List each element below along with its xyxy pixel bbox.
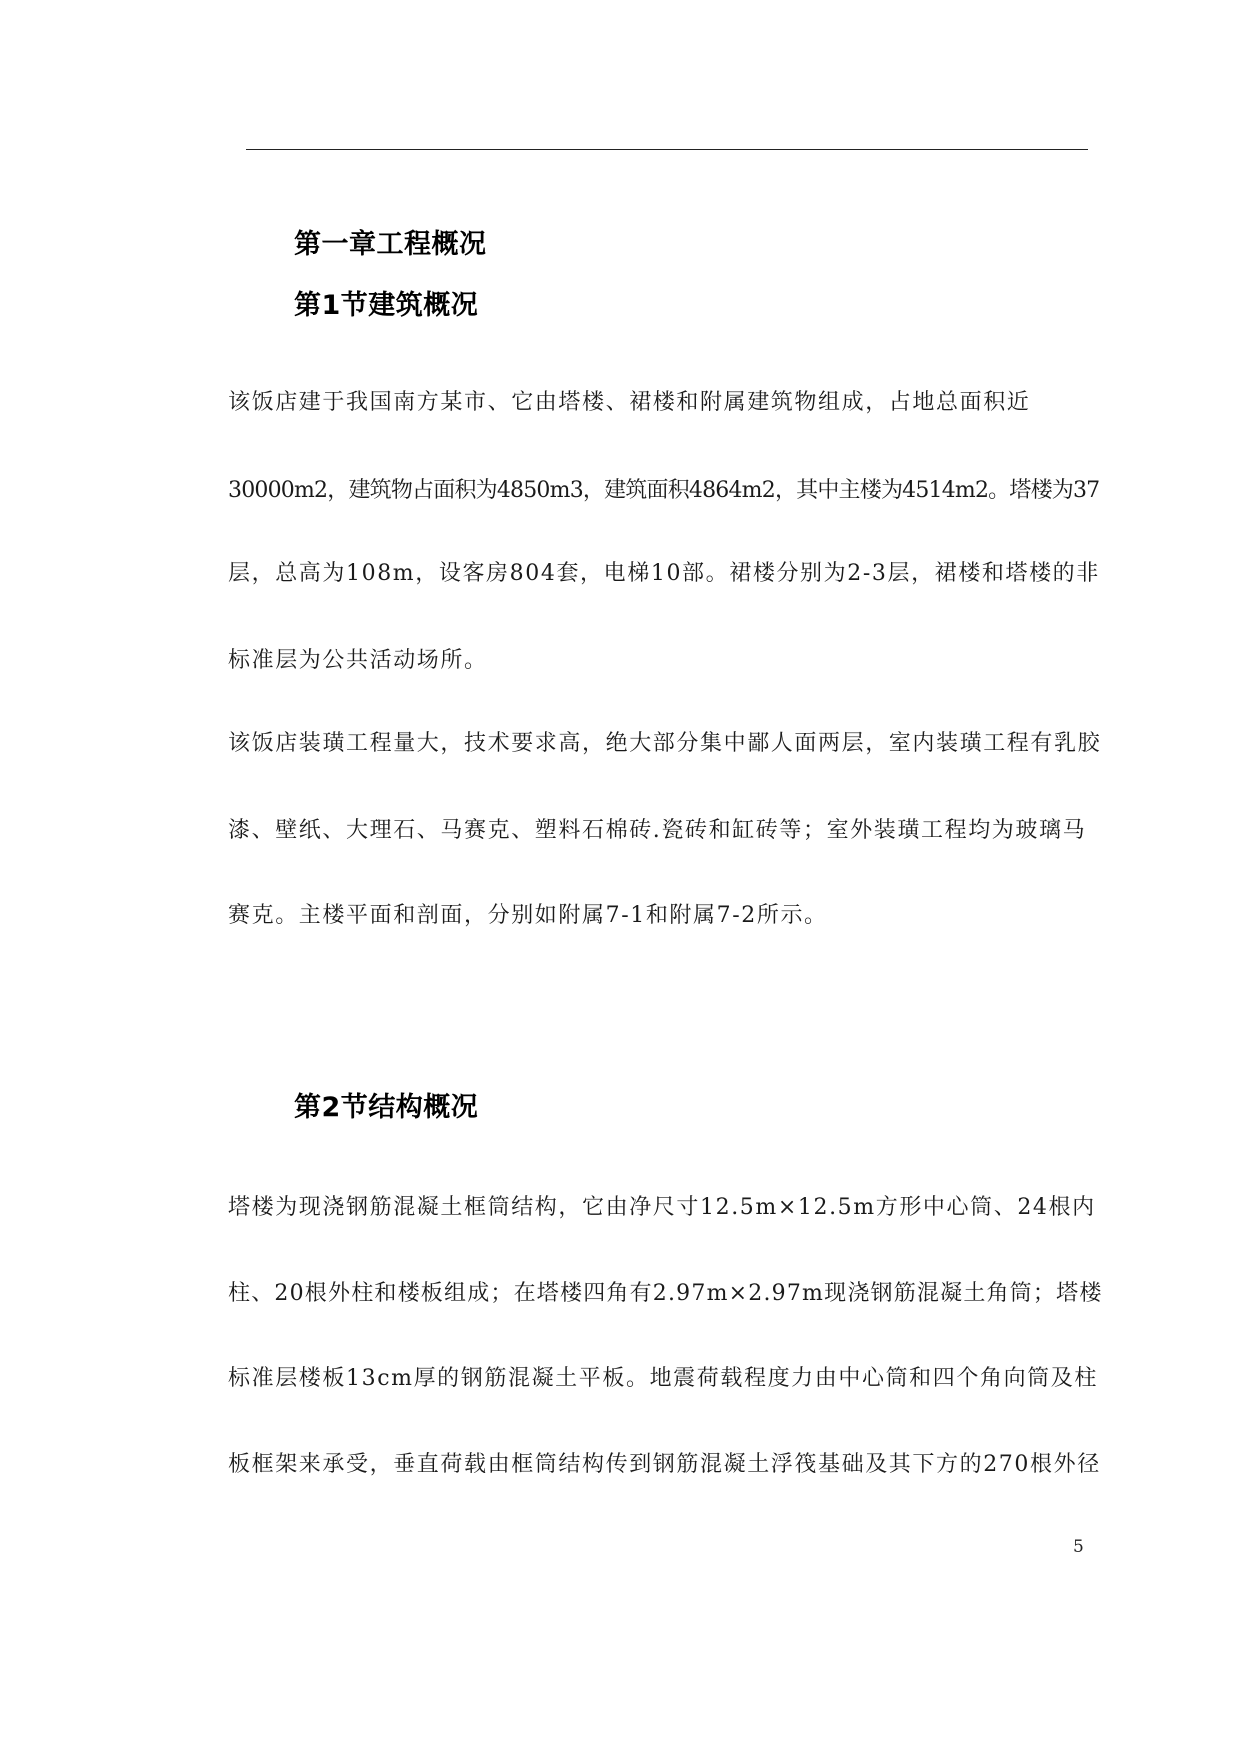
- section-1-paragraph-1-line: 30000m2，建筑物占面积为4850m3，建筑面积4864m2，其中主楼为4514m2。塔楼为37: [228, 478, 1100, 503]
- section-1-paragraph-2-line: 赛克。主楼平面和剖面，分别如附属7-1和附属7-2所示。: [228, 903, 828, 928]
- chapter-title: 第一章工程概况: [294, 229, 487, 260]
- page-number: 5: [1073, 1537, 1084, 1557]
- header-rule: [246, 149, 1088, 150]
- section-2-paragraph-line: 柱、20根外柱和楼板组成；在塔楼四角有2.97m×2.97m现浇钢筋混凝土角筒；塔楼: [228, 1281, 1103, 1306]
- section-1-paragraph-1-line: 层，总高为108m，设客房804套，电梯10部。裙楼分别为2-3层，裙楼和塔楼的非: [228, 561, 1100, 586]
- section-2-title: 第2节结构概况: [294, 1092, 479, 1123]
- section-2-paragraph-line: 标准层楼板13cm厚的钢筋混凝土平板。地震荷载程度力由中心筒和四个角向筒及柱: [228, 1366, 1098, 1391]
- section-1-title: 第1节建筑概况: [294, 290, 479, 321]
- section-1-paragraph-1-line: 标准层为公共活动场所。: [228, 648, 488, 673]
- section-1-paragraph-1-line: 该饭店建于我国南方某市、它由塔楼、裙楼和附属建筑物组成，占地总面积近: [228, 390, 1031, 415]
- section-2-paragraph-line: 塔楼为现浇钢筋混凝土框筒结构，它由净尺寸12.5m×12.5m方形中心筒、24根内: [228, 1195, 1096, 1220]
- section-2-paragraph-line: 板框架来承受，垂直荷载由框筒结构传到钢筋混凝土浮筏基础及其下方的270根外径: [228, 1452, 1101, 1477]
- section-1-paragraph-2-line: 漆、壁纸、大理石、马赛克、塑料石棉砖.瓷砖和缸砖等；室外装璜工程均为玻璃马: [228, 818, 1087, 843]
- section-1-paragraph-2-line: 该饭店装璜工程量大，技术要求高，绝大部分集中鄙人面两层，室内装璜工程有乳胶: [228, 731, 1102, 756]
